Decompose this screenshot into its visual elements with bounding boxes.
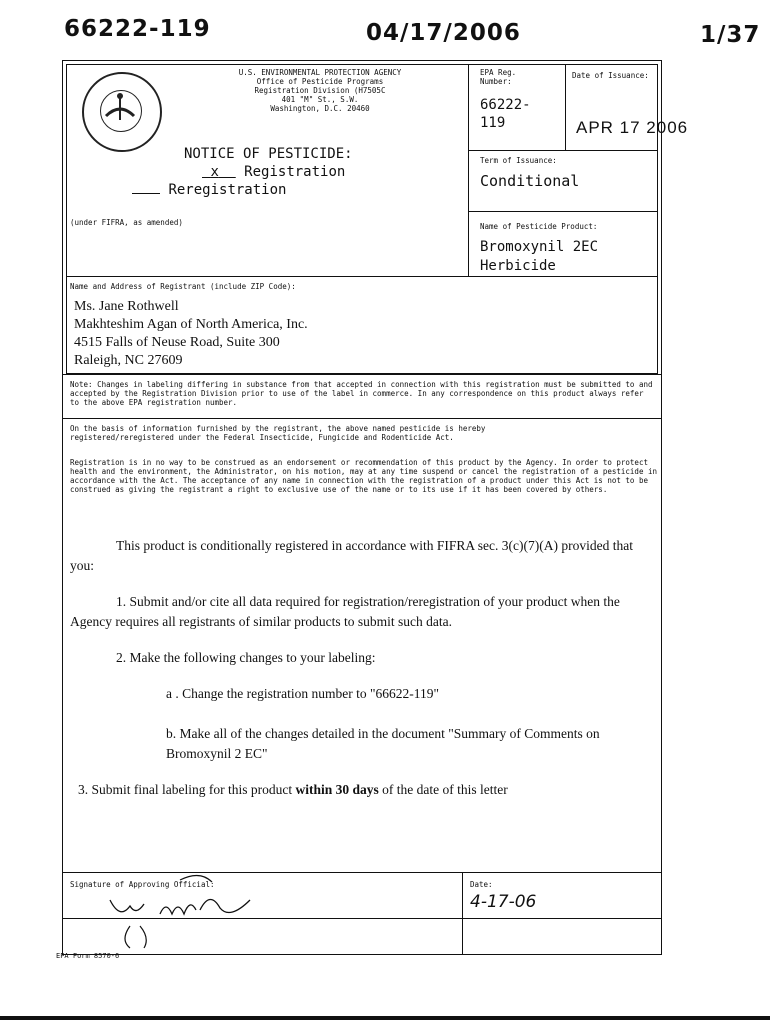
disclaimer-text: Registration is in no way to be construed as an endorsement or recommendation of this product by the Agency. In order to protect health and the environment, the Administrator, on his motion, may at any time suspend or cancel the registration of a pesticide in accordance with the Act. The acceptance of any name in connection with the registration of a product under this Act is not to be construed as giving the registrant a right to exclusive use of the name or to its use if it has been covered by others. bbox=[70, 458, 657, 494]
issuance-date-label: Date of Issuance: bbox=[572, 71, 649, 80]
handwritten-reg-number: 66222-119 bbox=[64, 16, 211, 42]
item-3 bbox=[78, 780, 658, 800]
intro-paragraph: This product is conditionally registered in accordance with FIFRA sec. 3(c)(7)(A) provided that you: bbox=[70, 538, 633, 573]
agency-street: 401 "M" St., S.W. bbox=[281, 95, 359, 104]
term-value: Conditional bbox=[480, 172, 580, 190]
handwritten-date: 04/17/2006 bbox=[366, 20, 521, 46]
item-1: 1. Submit and/or cite all data required for registration/reregistration of your product when the Agency requires all registrants of similar products to submit such data. bbox=[70, 594, 620, 629]
registration-mark: x bbox=[210, 164, 219, 180]
product-name-line1: Bromoxynil 2EC bbox=[480, 239, 599, 255]
issuance-date-stamp: APR 17 2006 bbox=[576, 118, 689, 137]
signature-date-value: 4-17-06 bbox=[470, 892, 537, 912]
reregistration-label: Reregistration bbox=[168, 182, 287, 198]
reregistration-option bbox=[132, 182, 286, 198]
handwritten-page-number: 1/37 bbox=[700, 22, 761, 48]
item-3-text-end: of the date of this letter bbox=[378, 782, 508, 797]
signature-date-label: Date: bbox=[470, 880, 493, 889]
under-fifra: (under FIFRA, as amended) bbox=[70, 218, 183, 227]
agency-address bbox=[170, 68, 470, 113]
registrant-line: Raleigh, NC 27609 bbox=[74, 353, 183, 368]
item-2: 2. Make the following changes to your labeling: bbox=[116, 650, 376, 665]
item-3-text: 3. Submit final labeling for this product bbox=[78, 782, 296, 797]
signature-icon bbox=[100, 870, 280, 950]
epa-reg-value-line1: 66222- bbox=[480, 97, 531, 113]
registrant-address bbox=[74, 298, 308, 370]
notice-title: NOTICE OF PESTICIDE: bbox=[184, 146, 353, 162]
epa-reg-value-line2: 119 bbox=[480, 115, 506, 131]
registrant-line: Ms. Jane Rothwell bbox=[74, 299, 179, 314]
registrant-label: Name and Address of Registrant (include ZIP Code): bbox=[70, 282, 296, 291]
agency-city: Washington, D.C. 20460 bbox=[270, 104, 370, 113]
basis-text: On the basis of information furnished by the registrant, the above named pesticide is hereby registered/reregistered under the Federal Insecticide, Fungicide and Rodenticide Act. bbox=[70, 424, 486, 442]
registration-label: Registration bbox=[244, 164, 346, 180]
epa-seal-icon bbox=[82, 72, 162, 152]
product-name bbox=[480, 238, 598, 276]
agency-name: U.S. ENVIRONMENTAL PROTECTION AGENCY bbox=[238, 68, 402, 77]
registration-option bbox=[202, 164, 345, 180]
form-number: EPA Form 8570-6 bbox=[56, 952, 120, 960]
epa-reg-label: EPA Reg. Number: bbox=[480, 68, 517, 86]
epa-reg-value bbox=[480, 96, 531, 132]
signature-label: Signature of Approving Official: bbox=[70, 880, 215, 889]
note-text: Note: Changes in labeling differing in substance from that accepted in connection with this registration must be submitted to and accepted by the Registration Division prior to use of the label in commerce. In any correspondence on this product always refer to the above EPA registration number. bbox=[70, 380, 653, 407]
agency-office: Office of Pesticide Programs bbox=[256, 77, 384, 86]
product-name-line2: Herbicide bbox=[480, 258, 556, 274]
product-label: Name of Pesticide Product: bbox=[480, 222, 598, 231]
registrant-line: Makhteshim Agan of North America, Inc. bbox=[74, 317, 308, 332]
item-2b: b. Make all of the changes detailed in the document "Summary of Comments on Bromoxynil 2 EC" bbox=[166, 726, 600, 761]
agency-division: Registration Division (H7505C bbox=[254, 86, 386, 95]
registrant-line: 4515 Falls of Neuse Road, Suite 300 bbox=[74, 335, 280, 350]
term-label: Term of Issuance: bbox=[480, 156, 557, 165]
item-3-deadline: within 30 days bbox=[295, 782, 379, 797]
item-2a: a . Change the registration number to "66622-119" bbox=[166, 686, 439, 701]
